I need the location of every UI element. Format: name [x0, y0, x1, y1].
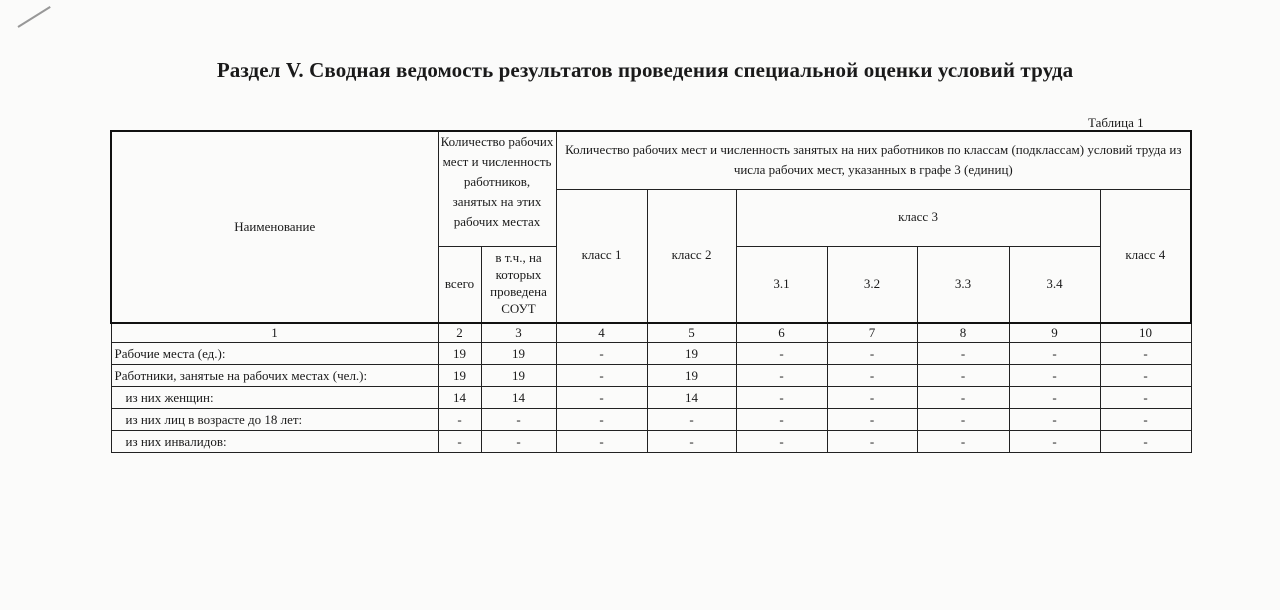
header-quantity-total: всего	[438, 246, 481, 323]
table-cell: 14	[438, 387, 481, 409]
table-cell: -	[827, 409, 917, 431]
column-numbers-row	[111, 323, 1191, 343]
table-cell: -	[827, 365, 917, 387]
table-cell: -	[736, 365, 827, 387]
row-label: из них лиц в возрасте до 18 лет:	[111, 409, 438, 431]
column-number: 7	[827, 323, 917, 343]
table-cell: 19	[647, 343, 736, 365]
header-class-3: класс 3	[736, 189, 1100, 246]
table-cell: -	[736, 409, 827, 431]
column-number: 9	[1009, 323, 1100, 343]
header-class-3-4: 3.4	[1009, 246, 1100, 323]
table-cell: -	[1009, 431, 1100, 453]
header-classes: Количество рабочих мест и численность занятых на них работников по классам (подклассам) условий труда из числа рабочих мест, указанных в графе 3 (единиц)	[556, 131, 1191, 189]
header-class-4: класс 4	[1100, 189, 1191, 323]
table-cell: 19	[438, 343, 481, 365]
table-cell: -	[1009, 343, 1100, 365]
table-cell: -	[827, 387, 917, 409]
table-cell: -	[1100, 343, 1191, 365]
row-label: из них женщин:	[111, 387, 438, 409]
header-quantity-text: Количество рабочих мест и численность работников, занятых на этих рабочих местах	[440, 134, 554, 229]
table-cell: -	[556, 431, 647, 453]
row-label: из них инвалидов:	[111, 431, 438, 453]
column-number: 8	[917, 323, 1009, 343]
page-title: Раздел V. Сводная ведомость результатов проведения специальной оценки условий труда	[216, 58, 1074, 82]
column-number: 2	[438, 323, 481, 343]
header-class-2: класс 2	[647, 189, 736, 323]
column-number: 3	[481, 323, 556, 343]
table-cell: -	[647, 431, 736, 453]
table-cell: -	[438, 431, 481, 453]
table-row-workplaces	[111, 343, 1191, 365]
table-cell: -	[481, 431, 556, 453]
table-row-under-18	[111, 409, 1191, 431]
table-caption: Таблица 1	[1088, 115, 1144, 130]
table-cell: 14	[647, 387, 736, 409]
table-cell: -	[1009, 365, 1100, 387]
row-label: Рабочие места (ед.):	[111, 343, 438, 365]
header-class-3-3: 3.3	[917, 246, 1009, 323]
table-cell: 19	[481, 365, 556, 387]
table-cell: -	[736, 387, 827, 409]
table-cell: -	[556, 387, 647, 409]
table-cell: 19	[438, 365, 481, 387]
column-number: 5	[647, 323, 736, 343]
column-number: 10	[1100, 323, 1191, 343]
table-cell: -	[647, 409, 736, 431]
column-number: 6	[736, 323, 827, 343]
table-cell: -	[1009, 409, 1100, 431]
table-cell: -	[481, 409, 556, 431]
table-cell: 19	[647, 365, 736, 387]
table-row-women	[111, 387, 1191, 409]
table-cell: -	[917, 343, 1009, 365]
summary-table	[110, 130, 1192, 453]
table-cell: -	[917, 431, 1009, 453]
table-cell: -	[736, 343, 827, 365]
table-row-disabled	[111, 431, 1191, 453]
column-number: 4	[556, 323, 647, 343]
table-cell: -	[556, 365, 647, 387]
table-cell: -	[556, 343, 647, 365]
header-name: Наименование	[111, 131, 438, 323]
table-cell: -	[917, 409, 1009, 431]
table-row-workers	[111, 365, 1191, 387]
table-cell: -	[1100, 409, 1191, 431]
table-cell: -	[438, 409, 481, 431]
table-cell: -	[827, 343, 917, 365]
table-cell: -	[1100, 387, 1191, 409]
header-class-3-2: 3.2	[827, 246, 917, 323]
header-quantity-sout: в т.ч., на которых проведена СОУТ	[481, 246, 556, 323]
table-cell: -	[1100, 365, 1191, 387]
table-cell: -	[1009, 387, 1100, 409]
table-cell: 19	[481, 343, 556, 365]
header-quantity	[438, 131, 556, 246]
pen-mark	[17, 6, 50, 28]
header-class-3-1: 3.1	[736, 246, 827, 323]
table-cell: -	[917, 387, 1009, 409]
row-label: Работники, занятые на рабочих местах (чел.):	[111, 365, 438, 387]
column-number: 1	[111, 323, 438, 343]
table-cell: -	[556, 409, 647, 431]
table-cell: -	[736, 431, 827, 453]
table-cell: -	[1100, 431, 1191, 453]
header-class-1: класс 1	[556, 189, 647, 323]
table-cell: -	[827, 431, 917, 453]
table-cell: -	[917, 365, 1009, 387]
table-cell: 14	[481, 387, 556, 409]
